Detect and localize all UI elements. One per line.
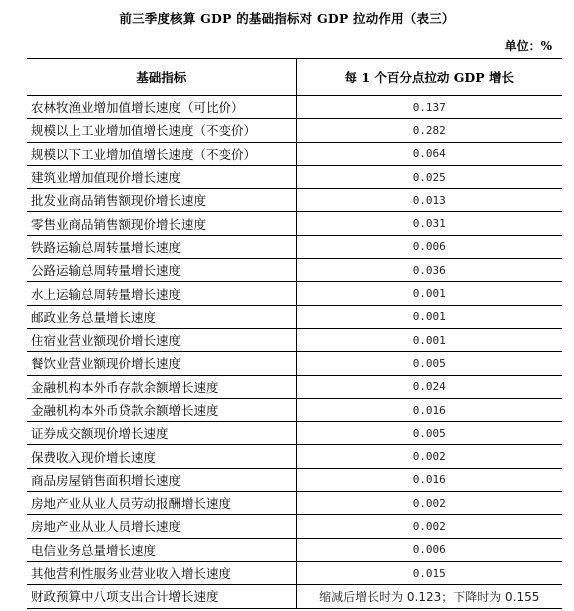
indicator-name-cell: 规模以下工业增加值增长速度（不变价） (27, 142, 296, 165)
indicator-name-cell: 保费收入现价增长速度 (27, 445, 296, 468)
table-row (27, 538, 562, 561)
indicator-name-cell: 证券成交额现价增长速度 (27, 422, 296, 445)
gdp-pull-value-cell: 0.002 (296, 515, 562, 538)
gdp-pull-value-cell: 0.006 (296, 235, 562, 258)
indicator-name-cell: 规模以上工业增加值增长速度（不变价） (27, 119, 296, 142)
table-body (27, 96, 562, 609)
indicator-name-cell: 水上运输总周转量增长速度 (27, 282, 296, 305)
table-row (27, 282, 562, 305)
table-row (27, 585, 562, 608)
gdp-pull-value-cell: 0.001 (296, 282, 562, 305)
gdp-pull-value-cell: 0.005 (296, 422, 562, 445)
table-row (27, 352, 562, 375)
table-row (27, 328, 562, 351)
indicator-name-cell: 零售业商品销售额现价增长速度 (27, 212, 296, 235)
table-row (27, 189, 562, 212)
indicator-name-cell: 公路运输总周转量增长速度 (27, 259, 296, 282)
indicator-name-cell: 商品房屋销售面积增长速度 (27, 468, 296, 491)
gdp-pull-value-cell: 0.282 (296, 119, 562, 142)
gdp-pull-value-cell: 0.001 (296, 305, 562, 328)
gdp-pull-value-cell: 0.016 (296, 398, 562, 421)
table-row (27, 468, 562, 491)
gdp-pull-value-cell: 0.005 (296, 352, 562, 375)
gdp-pull-value-cell: 0.016 (296, 468, 562, 491)
gdp-pull-value-cell: 0.002 (296, 445, 562, 468)
gdp-pull-value-cell: 0.031 (296, 212, 562, 235)
table-row (27, 561, 562, 584)
indicator-name-cell: 农林牧渔业增加值增长速度（可比价） (27, 96, 296, 119)
table-row (27, 212, 562, 235)
table-row (27, 398, 562, 421)
table-row (27, 142, 562, 165)
indicator-name-cell: 餐饮业营业额现价增长速度 (27, 352, 296, 375)
indicator-name-cell: 邮政业务总量增长速度 (27, 305, 296, 328)
gdp-pull-value-cell: 0.036 (296, 259, 562, 282)
indicator-name-cell: 住宿业营业额现价增长速度 (27, 328, 296, 351)
table-row (27, 305, 562, 328)
table-row (27, 235, 562, 258)
indicator-name-cell: 建筑业增加值现价增长速度 (27, 165, 296, 188)
table-row (27, 422, 562, 445)
table-row (27, 445, 562, 468)
unit-label: 单位：% (504, 39, 552, 53)
indicator-name-cell: 房地产业从业人员劳动报酬增长速度 (27, 492, 296, 515)
table-title: 前三季度核算 GDP 的基础指标对 GDP 拉动作用（表三） (119, 11, 455, 26)
header-gdp-pull: 每 1 个百分点拉动 GDP 增长 (296, 59, 562, 96)
table-row (27, 375, 562, 398)
indicator-name-cell: 铁路运输总周转量增长速度 (27, 235, 296, 258)
indicator-name-cell: 其他营利性服务业营业收入增长速度 (27, 561, 296, 584)
indicator-name-cell: 金融机构本外币存款余额增长速度 (27, 375, 296, 398)
indicator-name-cell: 批发业商品销售额现价增长速度 (27, 189, 296, 212)
gdp-pull-value-cell: 0.001 (296, 328, 562, 351)
indicator-table (27, 58, 562, 609)
gdp-pull-value-cell: 缩减后增长时为 0.123；下降时为 0.155 (296, 585, 562, 608)
table-row (27, 165, 562, 188)
gdp-pull-value-cell: 0.013 (296, 189, 562, 212)
indicator-name-cell: 房地产业从业人员增长速度 (27, 515, 296, 538)
indicator-name-cell: 金融机构本外币贷款余额增长速度 (27, 398, 296, 421)
gdp-pull-value-cell: 0.002 (296, 492, 562, 515)
table-row (27, 515, 562, 538)
table-row (27, 119, 562, 142)
gdp-pull-value-cell: 0.025 (296, 165, 562, 188)
gdp-pull-value-cell: 0.006 (296, 538, 562, 561)
indicator-name-cell: 电信业务总量增长速度 (27, 538, 296, 561)
gdp-pull-value-cell: 0.064 (296, 142, 562, 165)
gdp-pull-value-cell: 0.024 (296, 375, 562, 398)
indicator-name-cell: 财政预算中八项支出合计增长速度 (27, 585, 296, 608)
gdp-pull-value-cell: 0.137 (296, 96, 562, 119)
gdp-pull-value-cell: 0.015 (296, 561, 562, 584)
table-row (27, 96, 562, 119)
header-indicator: 基础指标 (27, 59, 296, 96)
table-row (27, 259, 562, 282)
table-row (27, 492, 562, 515)
table-header-row (27, 59, 562, 96)
